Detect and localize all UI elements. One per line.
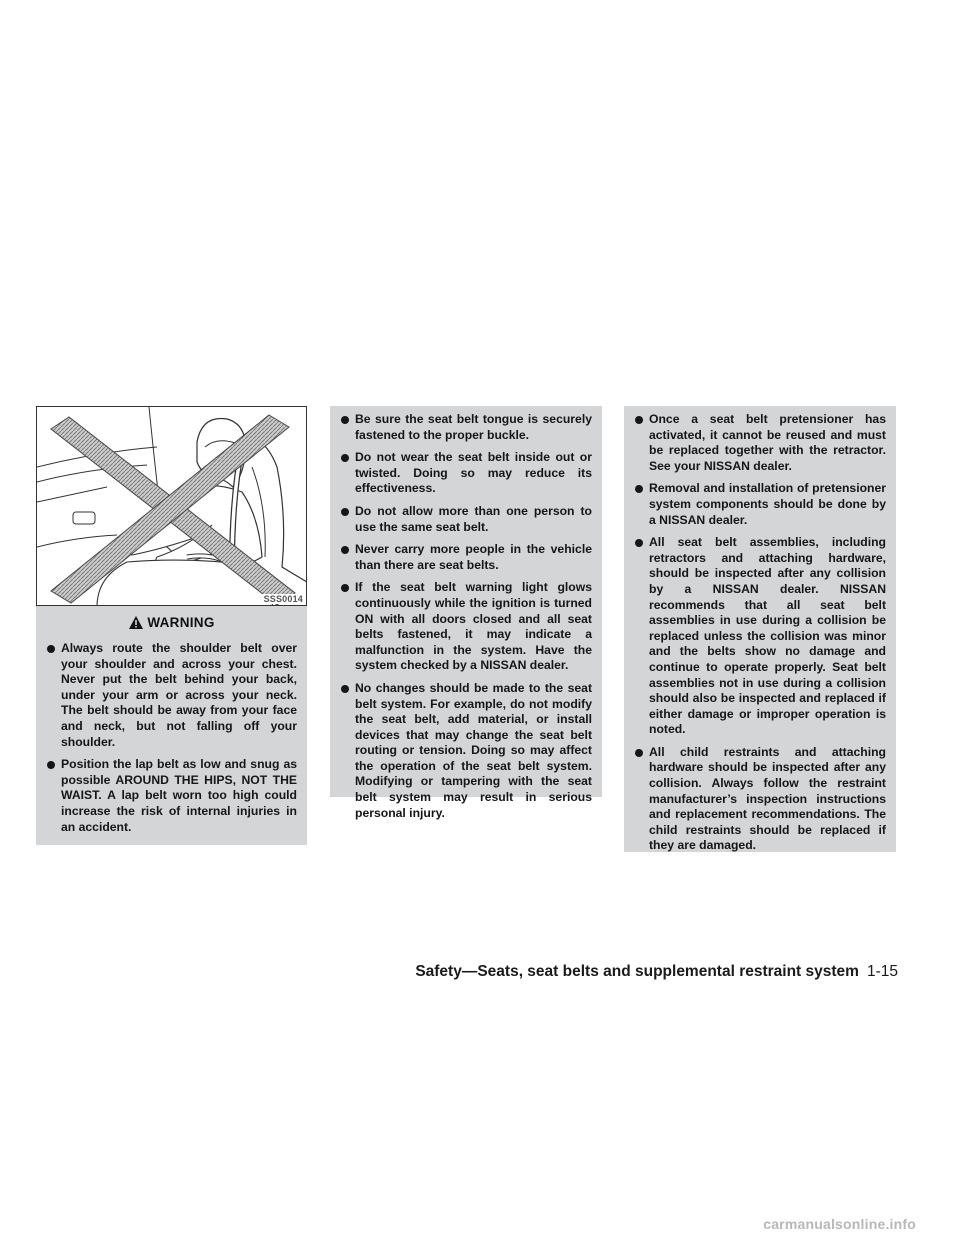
warning-panel-column-3 (624, 406, 896, 852)
list-item: All seat belt assemblies, including retractors and attaching hardware, should be inspected after any collision by a NISSAN dealer. NISSAN recommends that all seat belt assemblies in use during a collision be replaced unless the collision was minor and the belts show no damage and continue to operate properly. Seat belt assemblies not in use during a collision should also be inspected and replaced if either damage or improper operation is noted. (634, 535, 886, 738)
warning-title: WARNING (147, 615, 215, 630)
seated-person-incorrect-belt-illustration (37, 407, 307, 606)
list-item: Be sure the seat belt tongue is securely fastened to the proper buckle. (340, 412, 592, 443)
list-item: No changes should be made to the seat belt system. For example, do not modify the seat belt, add material, or install devices that may change the seat belt routing or tension. Doing so may affect the operation of the seat belt system. Modifying or tampering with the seat belt system may result in serious personal injury. (340, 681, 592, 821)
warning-panel-column-2 (330, 406, 602, 820)
seat-belt-illustration (36, 406, 307, 606)
page-number: 1-15 (866, 963, 898, 980)
warning-triangle-icon (128, 615, 144, 633)
figure-code: SSS0014 (263, 594, 303, 604)
list-item: Position the lap belt as low and snug as possible AROUND THE HIPS, NOT THE WAIST. A lap belt worn too high could increase the risk of internal injuries in an accident. (46, 757, 297, 835)
section-title: Safety—Seats, seat belts and supplemental restraint system (415, 963, 859, 980)
warning-panel-column-1 (36, 606, 307, 845)
list-item: Do not allow more than one person to use the same seat belt. (340, 504, 592, 535)
list-item: Once a seat belt pretensioner has activated, it cannot be reused and must be replaced together with the retractor. See your NISSAN dealer. (634, 412, 886, 474)
list-item: Always route the shoulder belt over your shoulder and across your chest. Never put the belt behind your back, under your arm or across your neck. The belt should be away from your face and neck, but not falling off your shoulder. (46, 641, 297, 750)
list-item: Do not wear the seat belt inside out or twisted. Doing so may reduce its effectiveness. (340, 450, 592, 497)
page-footer (415, 963, 898, 981)
list-item: Removal and installation of pretensioner system components should be done by a NISSAN dealer. (634, 481, 886, 528)
list-item: If the seat belt warning light glows continuously while the ignition is turned ON with all doors closed and all seat belts fastened, it may indicate a malfunction in the system. Have the system checked by a NISSAN dealer. (340, 580, 592, 674)
watermark: carmanualsonline.info (763, 1216, 916, 1232)
list-item: All child restraints and attaching hardware should be inspected after any collision. Always follow the restraint manufacturer’s inspection instructions and replacement recommendations. The child restraints should be replaced if they are damaged. (634, 745, 886, 854)
warning-heading (46, 615, 297, 633)
list-item: Never carry more people in the vehicle than there are seat belts. (340, 542, 592, 573)
